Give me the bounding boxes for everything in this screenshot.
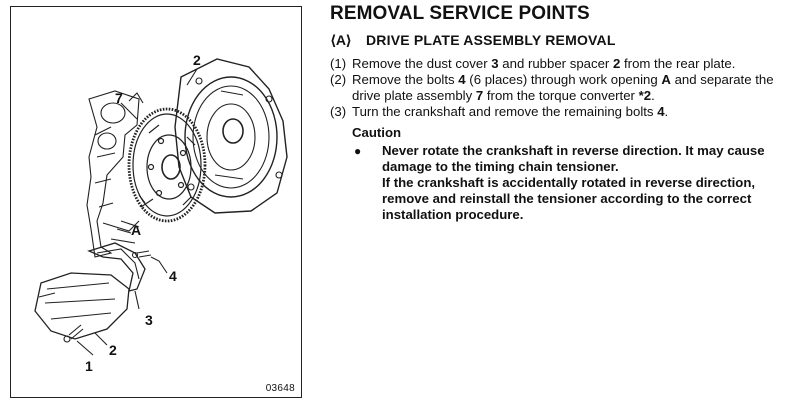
step-text [352,104,792,120]
step-text-run: and separate the drive plate assembly [352,72,774,103]
step-text-run: Remove the dust cover [352,56,492,71]
procedure-step [330,104,792,120]
dust-cover-outline [35,273,129,339]
item-ref: A [661,72,671,87]
item-ref: 2 [613,56,621,71]
callout-3: 3 [145,312,153,328]
instructions-column [330,2,792,223]
caution-body [352,143,792,223]
caution-block [352,125,792,223]
step-text-run: . [651,88,655,103]
item-ref: *2 [638,88,652,103]
item-ref: 3 [491,56,499,71]
step-text-run: . [664,104,669,119]
callout-1: 1 [85,358,93,374]
section-title: DRIVE PLATE ASSEMBLY REMOVAL [366,32,616,48]
step-text-run: from the rear plate. [620,56,736,71]
procedure-steps [330,56,792,120]
item-ref: 7 [475,88,484,103]
step-text-run: Remove the bolts [352,72,459,87]
exploded-view-figure [10,6,302,398]
procedure-step [330,56,792,72]
callout-4: 4 [169,268,177,284]
step-number: (3) [330,104,347,119]
step-text-run: and rubber spacer [498,56,613,71]
step-number: (2) [330,72,347,87]
step-text-run: (6 places) through work opening [465,72,662,87]
callout-7: 7 [115,90,123,106]
item-ref: 4 [657,104,665,119]
step-text-run: from the torque converter [483,88,639,103]
page-title: REMOVAL SERVICE POINTS [330,3,590,24]
callout-2-top: 2 [193,52,201,68]
drive-plate-drawing [11,7,303,399]
caution-text-1: Never rotate the crankshaft in reverse direction. It may cause damage to the timing chain tensioner. [382,143,765,174]
caution-text-2: If the crankshaft is accidentally rotated in reverse direction, remove and reinstall the tensioner according to the correct installation procedure. [382,175,756,222]
caution-text [382,143,792,223]
callout-A: A [131,222,142,238]
procedure-step [330,72,792,104]
callout-2-bottom: 2 [109,342,117,358]
step-text [352,72,792,104]
step-text [352,56,792,72]
section-heading [330,30,792,50]
step-text-run: Turn the crankshaft and remove the remaining bolts [352,104,658,119]
caution-title: Caution [352,125,402,140]
item-ref: 4 [458,72,466,87]
drive-plate-assembly [129,109,205,221]
section-mark: ⟨A⟩ [330,31,352,48]
step-number: (1) [330,56,347,71]
bullet-icon: ● [354,144,362,158]
figure-code: 03648 [265,383,295,394]
